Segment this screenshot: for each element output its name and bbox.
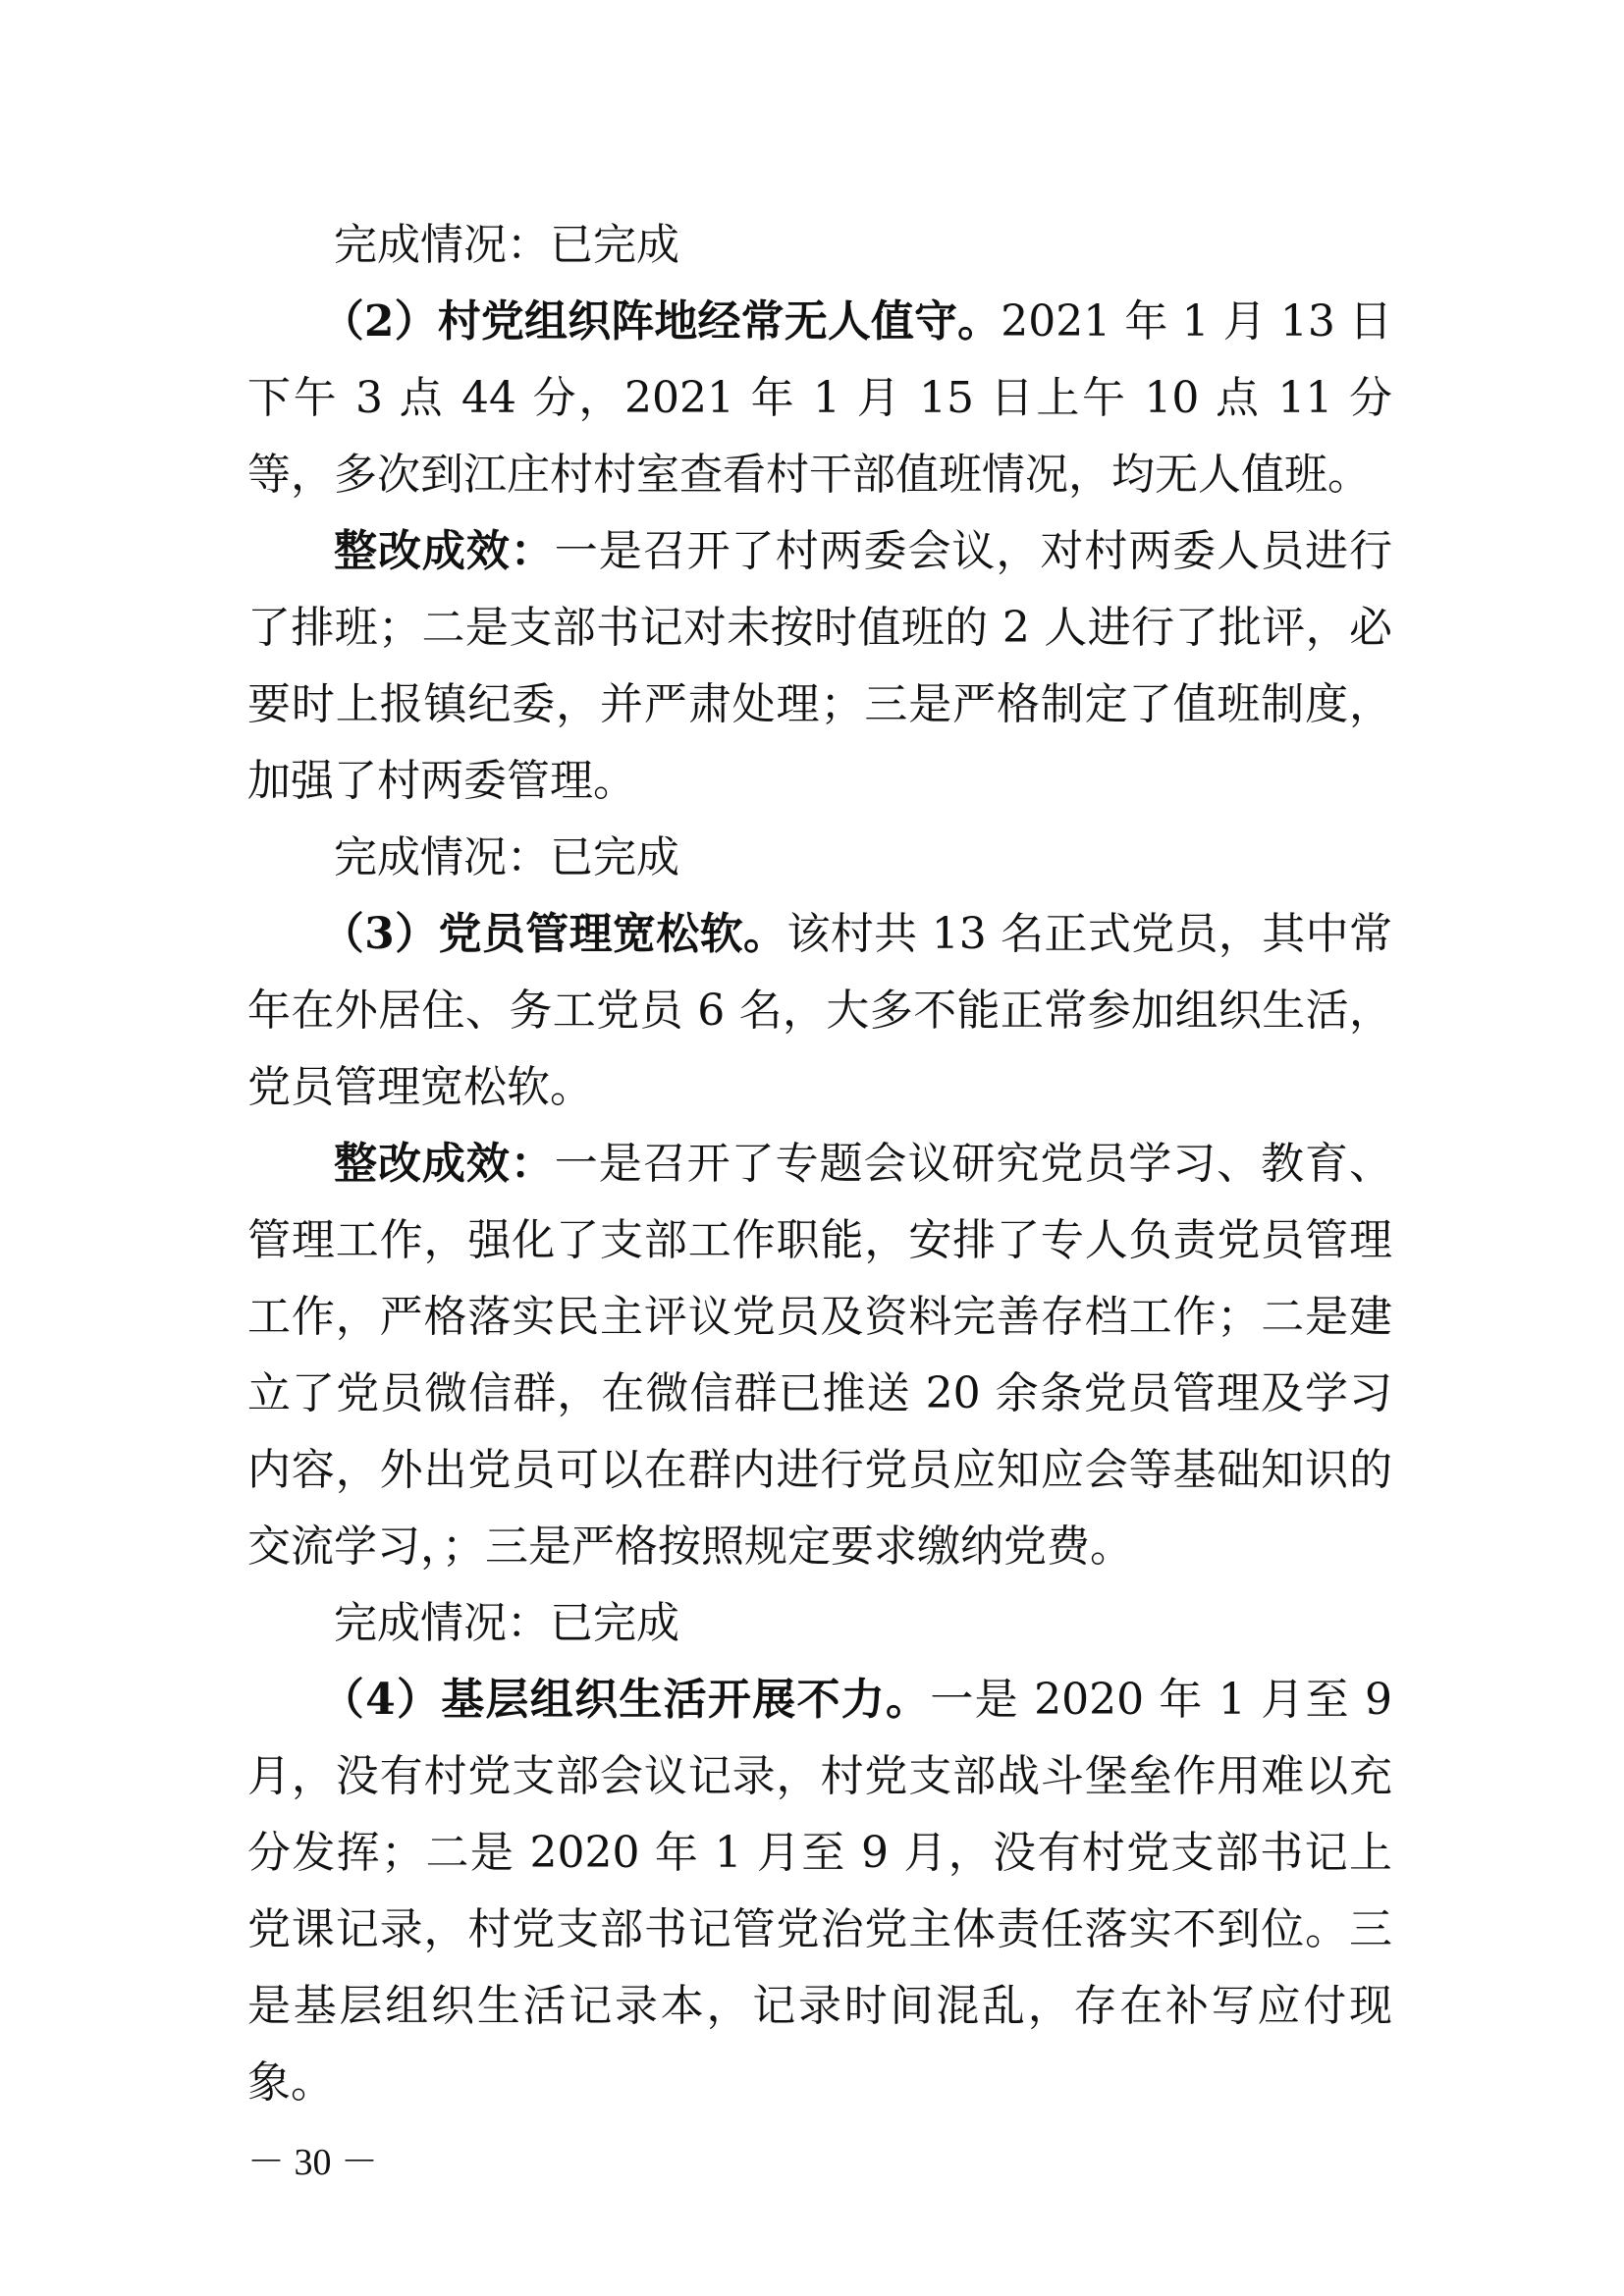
completion-status-1: 完成情况：已完成 — [334, 220, 679, 270]
issue-2-heading: （2）村党组织阵地经常无人值守。 — [320, 296, 1001, 347]
issue-4-heading: （4）基层组织生活开展不力。 — [320, 1675, 931, 1725]
issue-3-heading: （3）党员管理宽松软。 — [320, 909, 787, 959]
rectification-3-label: 整改成效： — [334, 1139, 555, 1189]
page-number: － 30 － — [247, 2142, 379, 2183]
issue-3-text: 该村共 13 名正式党员，其中常年在外居住、务工党员 6 名，大多不能正常参加组织生活，党员管理宽松软。 — [247, 909, 1392, 1112]
issue-4-paragraph — [247, 1662, 1392, 2121]
issue-3-paragraph — [247, 896, 1392, 1126]
rectification-3-text: 一是召开了专题会议研究党员学习、教育、管理工作，强化了支部工作职能，安排了专人负责党员管理工作，严格落实民主评议党员及资料完善存档工作；二是建立了党员微信群，在微信群已推送 20 余条党员管理及学习内容，外出党员可以在群内进行党员应知应会等基础知识的交流学习，；三是严格按照规定要求缴纳党费。 — [247, 1139, 1393, 1572]
rectification-2-label: 整改成效： — [334, 526, 555, 576]
completion-status-3: 完成情况：已完成 — [334, 1598, 679, 1648]
rectification-3-paragraph — [247, 1126, 1392, 1585]
rectification-2-text: 一是召开了村两委会议，对村两委人员进行了排班；二是支部书记对未按时值班的 2 人进行了批评，必要时上报镇纪委，并严肃处理；三是严格制定了值班制度，加强了村两委管理。 — [247, 526, 1393, 806]
issue-2-paragraph — [247, 284, 1392, 513]
rectification-2-paragraph — [247, 513, 1392, 820]
issue-2-text: 2021 年 1 月 13 日下午 3 点 44 分，2021 年 1 月 15 日上午 10 点 11 分等，多次到江庄村村室查看村干部值班情况，均无人值班。 — [247, 296, 1392, 500]
issue-4-text: 一是 2020 年 1 月至 9 月，没有村党支部会议记录，村党支部战斗堡垒作用难以充分发挥；二是 2020 年 1 月至 9 月，没有村党支部书记上党课记录，村党支部书记管党治党主体责任落实不到位。三是基层组织生活记录本，记录时间混乱，存在补写应付现象。 — [247, 1675, 1392, 2108]
completion-status-2: 完成情况：已完成 — [334, 832, 679, 882]
document-body — [247, 207, 1392, 2121]
